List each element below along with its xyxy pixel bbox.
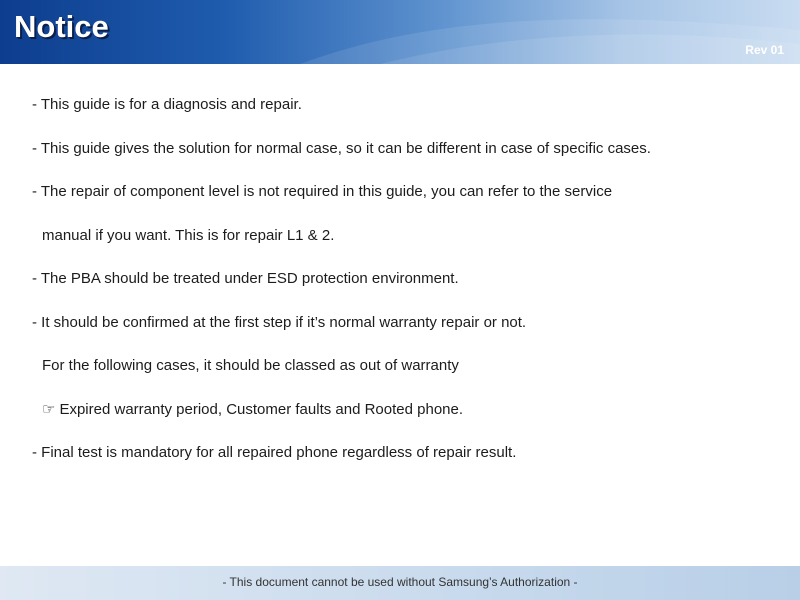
notice-subitem-text: Expired warranty period, Customer faults and Rooted phone.	[59, 400, 464, 418]
notice-list	[32, 94, 782, 486]
pointing-hand-icon: ☞	[42, 400, 56, 418]
notice-item: - This guide gives the solution for normal case, so it can be different in case of specific cases.	[32, 139, 651, 157]
notice-item: - This guide is for a diagnosis and repair.	[32, 96, 302, 113]
notice-item: - The repair of component level is not required in this guide, you can refer to the service	[32, 183, 613, 200]
footer-bar	[0, 566, 800, 600]
notice-subitem	[32, 399, 782, 443]
notice-item: - It should be confirmed at the first step if it’s normal warranty repair or not.	[32, 313, 527, 331]
header-banner	[0, 0, 800, 64]
revision-label: Rev 01	[745, 43, 784, 57]
notice-item-continuation: For the following cases, it should be classed as out of warranty	[42, 357, 459, 374]
notice-item: - The PBA should be treated under ESD protection environment.	[32, 270, 459, 287]
notice-item-continuation: manual if you want. This is for repair L1 & 2.	[42, 226, 335, 244]
header-swoosh-decoration	[0, 0, 800, 64]
page-title: Notice	[14, 9, 109, 44]
footer-text: - This document cannot be used without Samsung’s Authorization -	[222, 575, 578, 589]
notice-item: - Final test is mandatory for all repaired phone regardless of repair result.	[32, 444, 517, 461]
